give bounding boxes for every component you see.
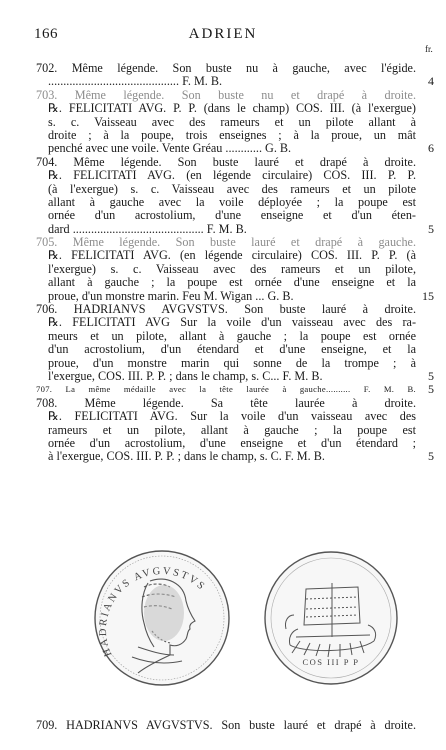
catalogue-line	[0, 316, 446, 329]
coin-obverse-image	[92, 547, 232, 689]
line-text: 702. Même légende. Son buste nu à gauche, avec l'égide.	[36, 62, 416, 75]
catalogue-line	[0, 62, 446, 75]
line-text: rameurs et un pilote, allant à gauche ; la poupe est	[48, 423, 416, 437]
catalogue-line	[0, 102, 446, 115]
line-text: 705. Même légende. Son buste lauré et drapé à gauche.	[36, 236, 416, 250]
line-text: 704. Même légende. Son buste lauré et drapé à droite.	[36, 155, 416, 169]
line-text: 707. La même médaille avec la tête laurée à gauche.......... F. M. B.	[36, 384, 416, 395]
catalogue-line	[0, 196, 446, 209]
catalogue-line	[0, 450, 446, 463]
catalogue-line	[0, 263, 446, 276]
line-text: ornée d'un acrostolium, d'une enseigne et d'un éten-	[48, 209, 416, 223]
catalogue-line	[0, 75, 446, 88]
line-text: ℞. FELICITATI AVG. (en légende circulaire) COS. III. P. P. (à	[48, 249, 416, 263]
line-text: ........................................... F. M. B.	[48, 75, 223, 89]
coin-illustrations	[0, 547, 446, 697]
catalogue-line	[0, 169, 446, 182]
catalogue-entries	[0, 62, 446, 464]
line-text: allant à gauche avec la voile déployée ; la poupe est	[48, 195, 416, 209]
catalogue-line	[0, 89, 446, 102]
catalogue-line	[0, 343, 446, 356]
catalogue-line	[0, 183, 446, 196]
catalogue-line	[0, 116, 446, 129]
price-value: 6	[428, 141, 434, 156]
line-text: ℞. FELICITATI AVG. Sur la voile d'un vaisseau avec des	[48, 410, 416, 424]
catalogue-line	[0, 330, 446, 343]
page-header	[0, 26, 446, 54]
line-text: proue, d'un monstre marin. Feu M. Wigan ... G. B.	[48, 289, 294, 303]
line-text: (à l'exergue) s. c. Vaisseau avec des rameurs et un pilote	[48, 182, 416, 196]
catalogue-line	[0, 209, 446, 222]
price-value: 5	[428, 449, 434, 464]
line-text: l'exergue) s. c. Vaisseau avec des rameurs et un pilote,	[48, 262, 416, 276]
catalogue-line	[0, 156, 446, 169]
running-head: ADRIEN	[188, 26, 258, 42]
catalogue-line	[0, 424, 446, 437]
catalogue-line	[0, 410, 446, 423]
caption-text: 709. HADRIANVS AVGVSTVS. Son buste lauré et drapé à droite.	[36, 718, 416, 732]
price-column-mark: fr.	[425, 44, 433, 54]
entry-709-caption	[0, 718, 446, 732]
line-text: penché avec une voile. Vente Gréau ............ G. B.	[48, 142, 292, 156]
catalogue-line	[0, 249, 446, 262]
line-text: meurs et un pilote, allant à gauche ; la poupe est ornée	[48, 329, 416, 343]
line-text: à l'exergue, COS. III. P. P. ; dans le champ, s. C. F. M. B.	[48, 450, 325, 464]
catalogue-line	[0, 303, 446, 316]
coin-reverse-exergue: COS III P P	[302, 657, 360, 667]
price-value: 4	[428, 74, 434, 89]
catalogue-line	[0, 370, 446, 383]
line-text: 706. HADRIANVS AVGVSTVS. Son buste lauré à droite.	[36, 303, 416, 317]
catalogue-line	[0, 397, 446, 410]
line-text: allant à gauche ; la poupe est ornée d'une enseigne et la	[48, 276, 416, 290]
catalogue-line	[0, 276, 446, 289]
line-text: ornée d'un acrostolium, d'une enseigne et d'un étendard ;	[48, 436, 416, 450]
line-text: ℞. FELICITATI AVG. P. P. (dans le champ) COS. III. (à l'exergue)	[48, 102, 416, 116]
catalogue-line	[0, 290, 446, 303]
line-text: ℞. FELICITATI AVG. (en légende circulaire) COS. III. P. P.	[48, 169, 416, 183]
price-value: 5	[428, 221, 434, 236]
line-text: ℞. FELICITATI AVG Sur la voile d'un vaisseau avec des ra-	[48, 316, 416, 330]
catalogue-line	[0, 357, 446, 370]
line-text: s. c. Vaisseau avec des rameurs et un pilote allant à	[48, 115, 416, 129]
line-text: d'un acrostolium, d'un étendard et d'une enseigne, et la	[48, 343, 416, 357]
coin-reverse-image	[262, 549, 400, 687]
catalogue-line	[0, 129, 446, 142]
line-text: droite ; à la poupe, trois enseignes ; à la proue, un mât	[48, 128, 416, 142]
catalogue-line	[0, 437, 446, 450]
line-text: dard ........................................... F. M. B.	[48, 222, 247, 236]
line-text: 703. Même légende. Son buste nu et drapé à droite.	[36, 88, 416, 102]
catalogue-line	[0, 236, 446, 249]
line-text: 708. Même légende. Sa tête laurée à droite.	[36, 396, 416, 410]
price-value: 5	[428, 382, 434, 397]
catalogue-line	[0, 142, 446, 155]
price-value: 15	[422, 288, 434, 303]
line-text: proue, d'un monstre marin qui sonne de la trompe ; à	[48, 356, 416, 370]
catalogue-line	[0, 383, 446, 396]
price-value: 5	[428, 368, 434, 383]
page-number: 166	[34, 26, 58, 42]
coin-obverse-legend: HADRIANVS AVGVSTVS	[97, 565, 208, 658]
line-text: l'exergue, COS. III. P. P. ; dans le champ, s. C... F. M. B.	[48, 369, 323, 383]
catalogue-line	[0, 223, 446, 236]
